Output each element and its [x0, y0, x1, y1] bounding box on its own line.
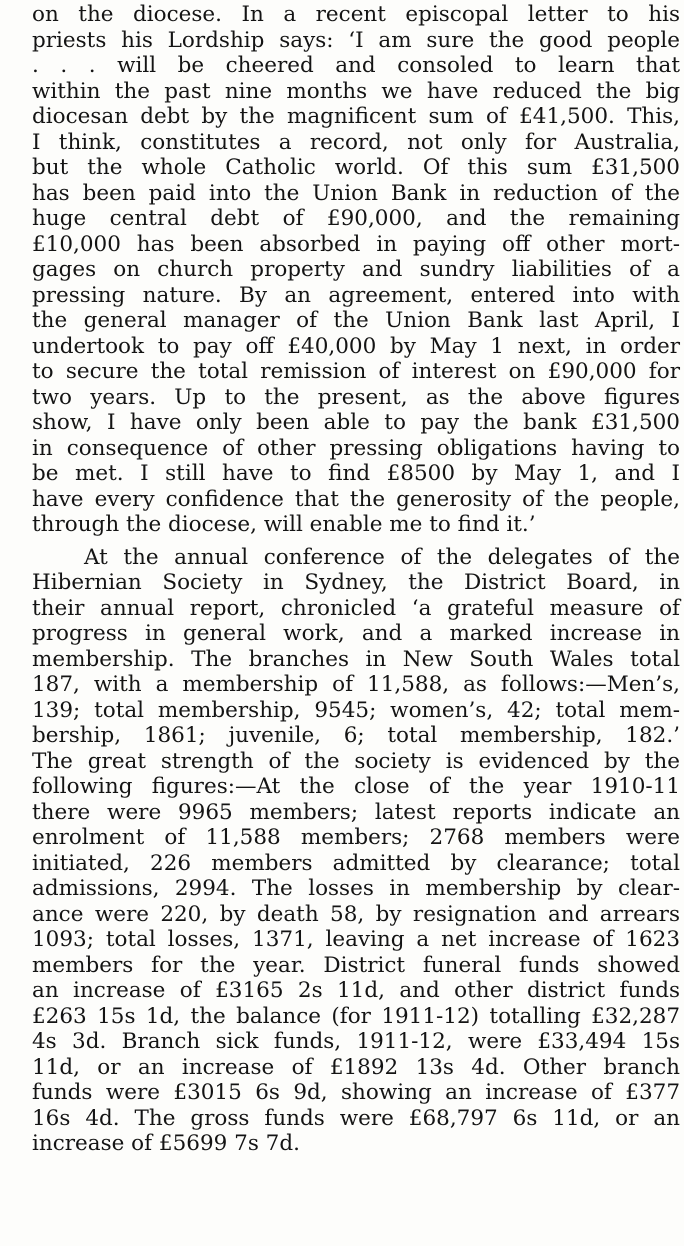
text-line: following figures:—At the close of the year 1910-11 — [32, 774, 680, 799]
text-line: 187, with a membership of 11,588, as follows:—Men’s, — [32, 672, 680, 697]
text-line: through the diocese, will enable me to find it.’ — [32, 512, 536, 537]
text-line: on the diocese. In a recent episcopal letter to his — [32, 2, 680, 27]
text-line: increase of £5699 7s 7d. — [32, 1131, 300, 1156]
text-line: 139; total membership, 9545; women’s, 42; total mem- — [32, 697, 680, 723]
text-line: members for the year. District funeral funds showed — [32, 952, 680, 978]
text-line: huge central debt of £90,000, and the remaining — [32, 206, 680, 231]
paragraph-episcopal-letter — [32, 2, 680, 538]
text-line: admissions, 2994. The losses in membership by clear- — [32, 876, 680, 901]
text-line: 4s 3d. Branch sick funds, 1911-12, were £33,494 15s — [32, 1029, 680, 1054]
text-line: I think, constitutes a record, not only for Australia, — [32, 129, 680, 155]
text-line: be met. I still have to find £8500 by May 1, and I — [32, 461, 680, 486]
text-line: . . . will be cheered and consoled to learn that — [32, 53, 680, 78]
text-line: undertook to pay off £40,000 by May 1 next, in order — [32, 333, 680, 359]
text-line: progress in general work, and a marked increase in — [32, 621, 680, 646]
text-line: funds were £3015 6s 9d, showing an increase of £377 — [32, 1080, 680, 1105]
text-line: in consequence of other pressing obligations having to — [32, 435, 680, 461]
text-line: Hibernian Society in Sydney, the District Board, in — [32, 570, 680, 595]
text-line: to secure the total remission of interest on £90,000 for — [32, 359, 680, 384]
text-line: £10,000 has been absorbed in paying off other mort- — [32, 231, 680, 257]
text-line: 11d, or an increase of £1892 13s 4d. Other branch — [32, 1054, 680, 1080]
text-line: initiated, 226 members admitted by clearance; total — [32, 850, 680, 876]
text-line: enrolment of 11,588 members; 2768 members were — [32, 825, 680, 850]
paragraph-gap — [32, 538, 680, 545]
text-line: within the past nine months we have reduced the big — [32, 78, 680, 104]
text-line: bership, 1861; juvenile, 6; total membership, 182.’ — [32, 723, 680, 748]
text-line: but the whole Catholic world. Of this sum £31,500 — [32, 155, 680, 180]
text-line: the general manager of the Union Bank last April, I — [32, 308, 680, 333]
text-line: diocesan debt by the magnificent sum of £41,500. This, — [32, 104, 680, 129]
text-line: show, I have only been able to pay the bank £31,500 — [32, 410, 680, 435]
text-line: ance were 220, by death 58, by resignation and arrears — [32, 901, 680, 927]
text-line: membership. The branches in New South Wales total — [32, 646, 680, 672]
text-line: two years. Up to the present, as the above figures — [32, 384, 680, 410]
text-line: there were 9965 members; latest reports indicate an — [32, 799, 680, 825]
text-line: their annual report, chronicled ‘a grateful measure of — [32, 595, 680, 621]
text-line: £263 15s 1d, the balance (for 1911-12) totalling £32,287 — [32, 1003, 680, 1029]
text-line: At the annual conference of the delegates of the — [84, 544, 680, 570]
text-line: gages on church property and sundry liabilities of a — [32, 257, 680, 282]
text-line: an increase of £3165 2s 11d, and other district funds — [32, 978, 680, 1003]
text-line: pressing nature. By an agreement, entered into with — [32, 282, 680, 308]
text-line: has been paid into the Union Bank in reduction of the — [32, 180, 680, 206]
text-line: priests his Lordship says: ‘I am sure the good people — [32, 27, 680, 53]
text-line: The great strength of the society is evidenced by the — [32, 748, 680, 774]
text-line: have every confidence that the generosity of the people, — [32, 486, 680, 512]
paragraph-hibernian-society — [32, 545, 680, 1157]
text-line: 1093; total losses, 1371, leaving a net increase of 1623 — [32, 927, 680, 952]
text-line: 16s 4d. The gross funds were £68,797 6s 11d, or an — [32, 1105, 680, 1131]
